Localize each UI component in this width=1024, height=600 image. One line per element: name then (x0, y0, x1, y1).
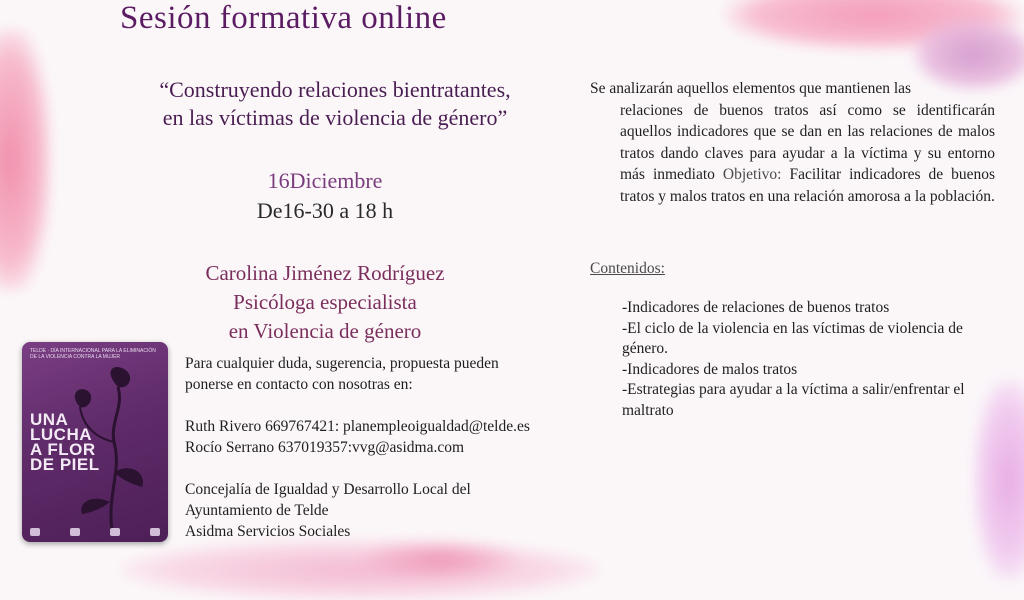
page-title: Sesión formativa online (120, 0, 447, 36)
session-subtitle (105, 76, 565, 132)
objective-label: Objetivo: (722, 166, 782, 183)
session-description (590, 78, 995, 207)
description-body: relaciones de buenos tratos así como se identificarán aquellos indicadores que se dan en las relaciones de malos tratos dando claves para ayudar a la víctima y su entorno más inmediato (620, 101, 995, 183)
organizer-line-1: Concejalía de Igualdad y Desarrollo Local del (185, 481, 471, 498)
contact-block (185, 353, 605, 542)
contents-item: -Indicadores de relaciones de buenos tratos (622, 299, 890, 316)
logo-icon (110, 528, 120, 536)
description-body-wrap (590, 100, 995, 208)
contents-heading: Contenidos: (590, 260, 665, 277)
logo-icon (70, 528, 80, 536)
decorative-watercolor-left (0, 30, 50, 290)
speaker-name: Carolina Jiménez Rodríguez (205, 261, 445, 285)
poster-logos (30, 528, 160, 536)
subtitle-line-1: “Construyendo relaciones bientratantes, (159, 77, 511, 102)
session-time: De16-30 a 18 h (256, 198, 394, 223)
session-date: 16Diciembre (267, 168, 383, 193)
poster-title-line-2: LUCHA (30, 425, 92, 444)
decorative-watercolor-bottom (120, 540, 600, 600)
poster-title (30, 412, 100, 472)
contents-item: -Estrategias para ayudar a la víctima a salir/enfrentar el maltrato (622, 381, 965, 419)
contents-list (622, 298, 1002, 421)
contact-person-1: Ruth Rivero 669767421: planempleoigualdad@telde.es (185, 418, 530, 435)
poster-header-text: TELDE · DÍA INTERNACIONAL PARA LA ELIMINACIÓN DE LA VIOLENCIA CONTRA LA MUJER (30, 348, 156, 360)
logo-icon (150, 528, 160, 536)
speaker-role-line-2: en Violencia de género (228, 319, 422, 343)
objective-text: Facilitar indicadores de buenos tratos y malos tratos en una relación amorosa a la población. (620, 166, 996, 205)
decorative-watercolor-bottom-accent (360, 540, 520, 580)
speaker-role-line-1: Psicóloga especialista (233, 290, 417, 314)
speaker-block (150, 259, 500, 346)
contents-item: -El ciclo de la violencia en las víctimas de violencia de género. (622, 319, 963, 357)
description-line-1: Se analizarán aquellos elementos que mantienen las (590, 80, 912, 97)
contents-item: -Indicadores de malos tratos (622, 360, 798, 378)
organizer-line-3: Asidma Servicios Sociales (185, 523, 351, 540)
organizer-line-2: Ayuntamiento de Telde (185, 502, 329, 519)
logo-icon (30, 528, 40, 536)
contact-intro-line-2: ponerse en contacto con nosotras en: (185, 376, 413, 393)
poster-title-line-1: UNA (30, 410, 69, 429)
contact-person-2: Rocío Serrano 637019357:vvg@asidma.com (185, 439, 465, 456)
poster-title-line-3: A FLOR (30, 440, 96, 459)
poster-title-line-4: DE PIEL (30, 455, 100, 474)
subtitle-line-2: en las víctimas de violencia de género” (162, 105, 508, 130)
contact-intro-line-1: Para cualquier duda, sugerencia, propuesta pueden (185, 355, 499, 372)
campaign-poster-image (22, 342, 168, 542)
